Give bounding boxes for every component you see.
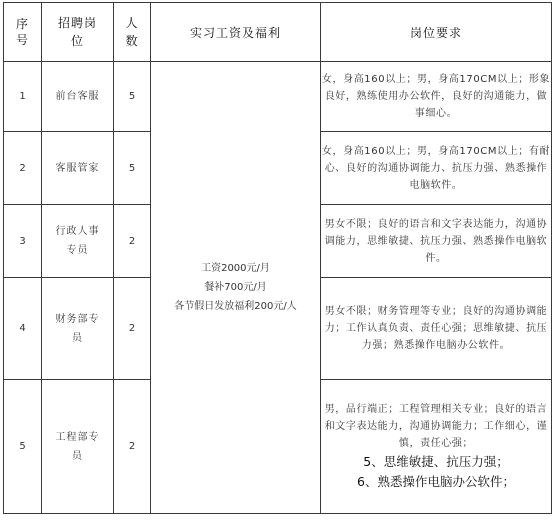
row-requirements: [321, 380, 552, 514]
row-requirements-text: 男，品行端正；工程管理相关专业；良好的语言和文字表达能力，沟通协调能力；工作细心，谨慎，责任心强；: [324, 404, 548, 449]
row-position-line: 员: [72, 450, 83, 462]
header-seq: [4, 3, 42, 62]
row-position-line: 客服管家: [55, 162, 100, 174]
row-position: [42, 132, 114, 205]
row-position: [42, 278, 114, 380]
pay-line-meal: 餐补700元/月: [204, 282, 267, 293]
header-seq-line: 号: [15, 33, 29, 47]
header-position: [42, 3, 114, 62]
row-position-line: 行政人事: [55, 226, 100, 237]
header-row: [4, 3, 552, 62]
row-position-line: 专员: [66, 245, 89, 256]
header-position-line: 位: [70, 34, 84, 48]
row-requirements: [321, 62, 552, 132]
header-requirements: 岗位要求: [321, 3, 552, 62]
requirement-item-5: 5、思维敏捷、抗压力强；: [363, 454, 509, 469]
row-requirements-text: 女，身高160以上；男，身高170CM以上；有耐心、良好的沟通协调能力、抗压力强、熟悉操作电脑软件。: [321, 145, 551, 191]
row-requirements-text: 男女不限；良好的语言和文字表达能力，沟通协调能力，思维敏捷、抗压力强、熟悉操作电脑软件。: [324, 218, 548, 264]
row-seq: 2: [4, 132, 42, 205]
row-position-line: 工程部专: [55, 431, 100, 443]
table-row: [4, 62, 552, 132]
row-requirements: [321, 205, 552, 278]
row-requirements-text: 男女不限；财务管理等专业；良好的沟通协调能力；工作认真负责、责任心强；思维敏捷、抗压力强；熟悉操作电脑办公软件。: [324, 306, 548, 351]
row-position: [42, 380, 114, 514]
header-position-line: 招聘岗: [57, 16, 97, 30]
header-pay: 实习工资及福利: [151, 3, 321, 62]
recruitment-table: [3, 2, 552, 514]
row-position: [42, 62, 114, 132]
pay-line-salary: 工资2000元/月: [201, 263, 270, 274]
row-position: [42, 205, 114, 278]
row-position-line: 前台客服: [55, 91, 100, 102]
row-count: 2: [114, 380, 151, 514]
row-requirements: [321, 132, 552, 205]
header-seq-line: 序: [15, 17, 29, 31]
row-requirements: [321, 278, 552, 380]
row-seq: 1: [4, 62, 42, 132]
row-requirements-text: 女，身高160以上；男，身高170CM以上；形象良好，熟练使用办公软件，良好的沟通能力，做事细心。: [321, 74, 551, 119]
row-count: 2: [114, 278, 151, 380]
row-seq: 4: [4, 278, 42, 380]
pay-line-holiday: 各节假日发放福利200元/人: [174, 301, 297, 312]
header-count-line: 数: [125, 34, 139, 48]
row-position-line: 财务部专: [55, 313, 100, 325]
row-position-line: 员: [72, 332, 83, 344]
header-count: [114, 3, 151, 62]
row-seq: 3: [4, 205, 42, 278]
header-count-line: 人: [125, 16, 139, 30]
row-seq: 5: [4, 380, 42, 514]
requirement-item-6: 6、熟悉操作电脑办公软件；: [357, 474, 515, 489]
row-count: 2: [114, 205, 151, 278]
pay-benefits-cell: [151, 62, 321, 514]
row-count: 5: [114, 132, 151, 205]
row-count: 5: [114, 62, 151, 132]
